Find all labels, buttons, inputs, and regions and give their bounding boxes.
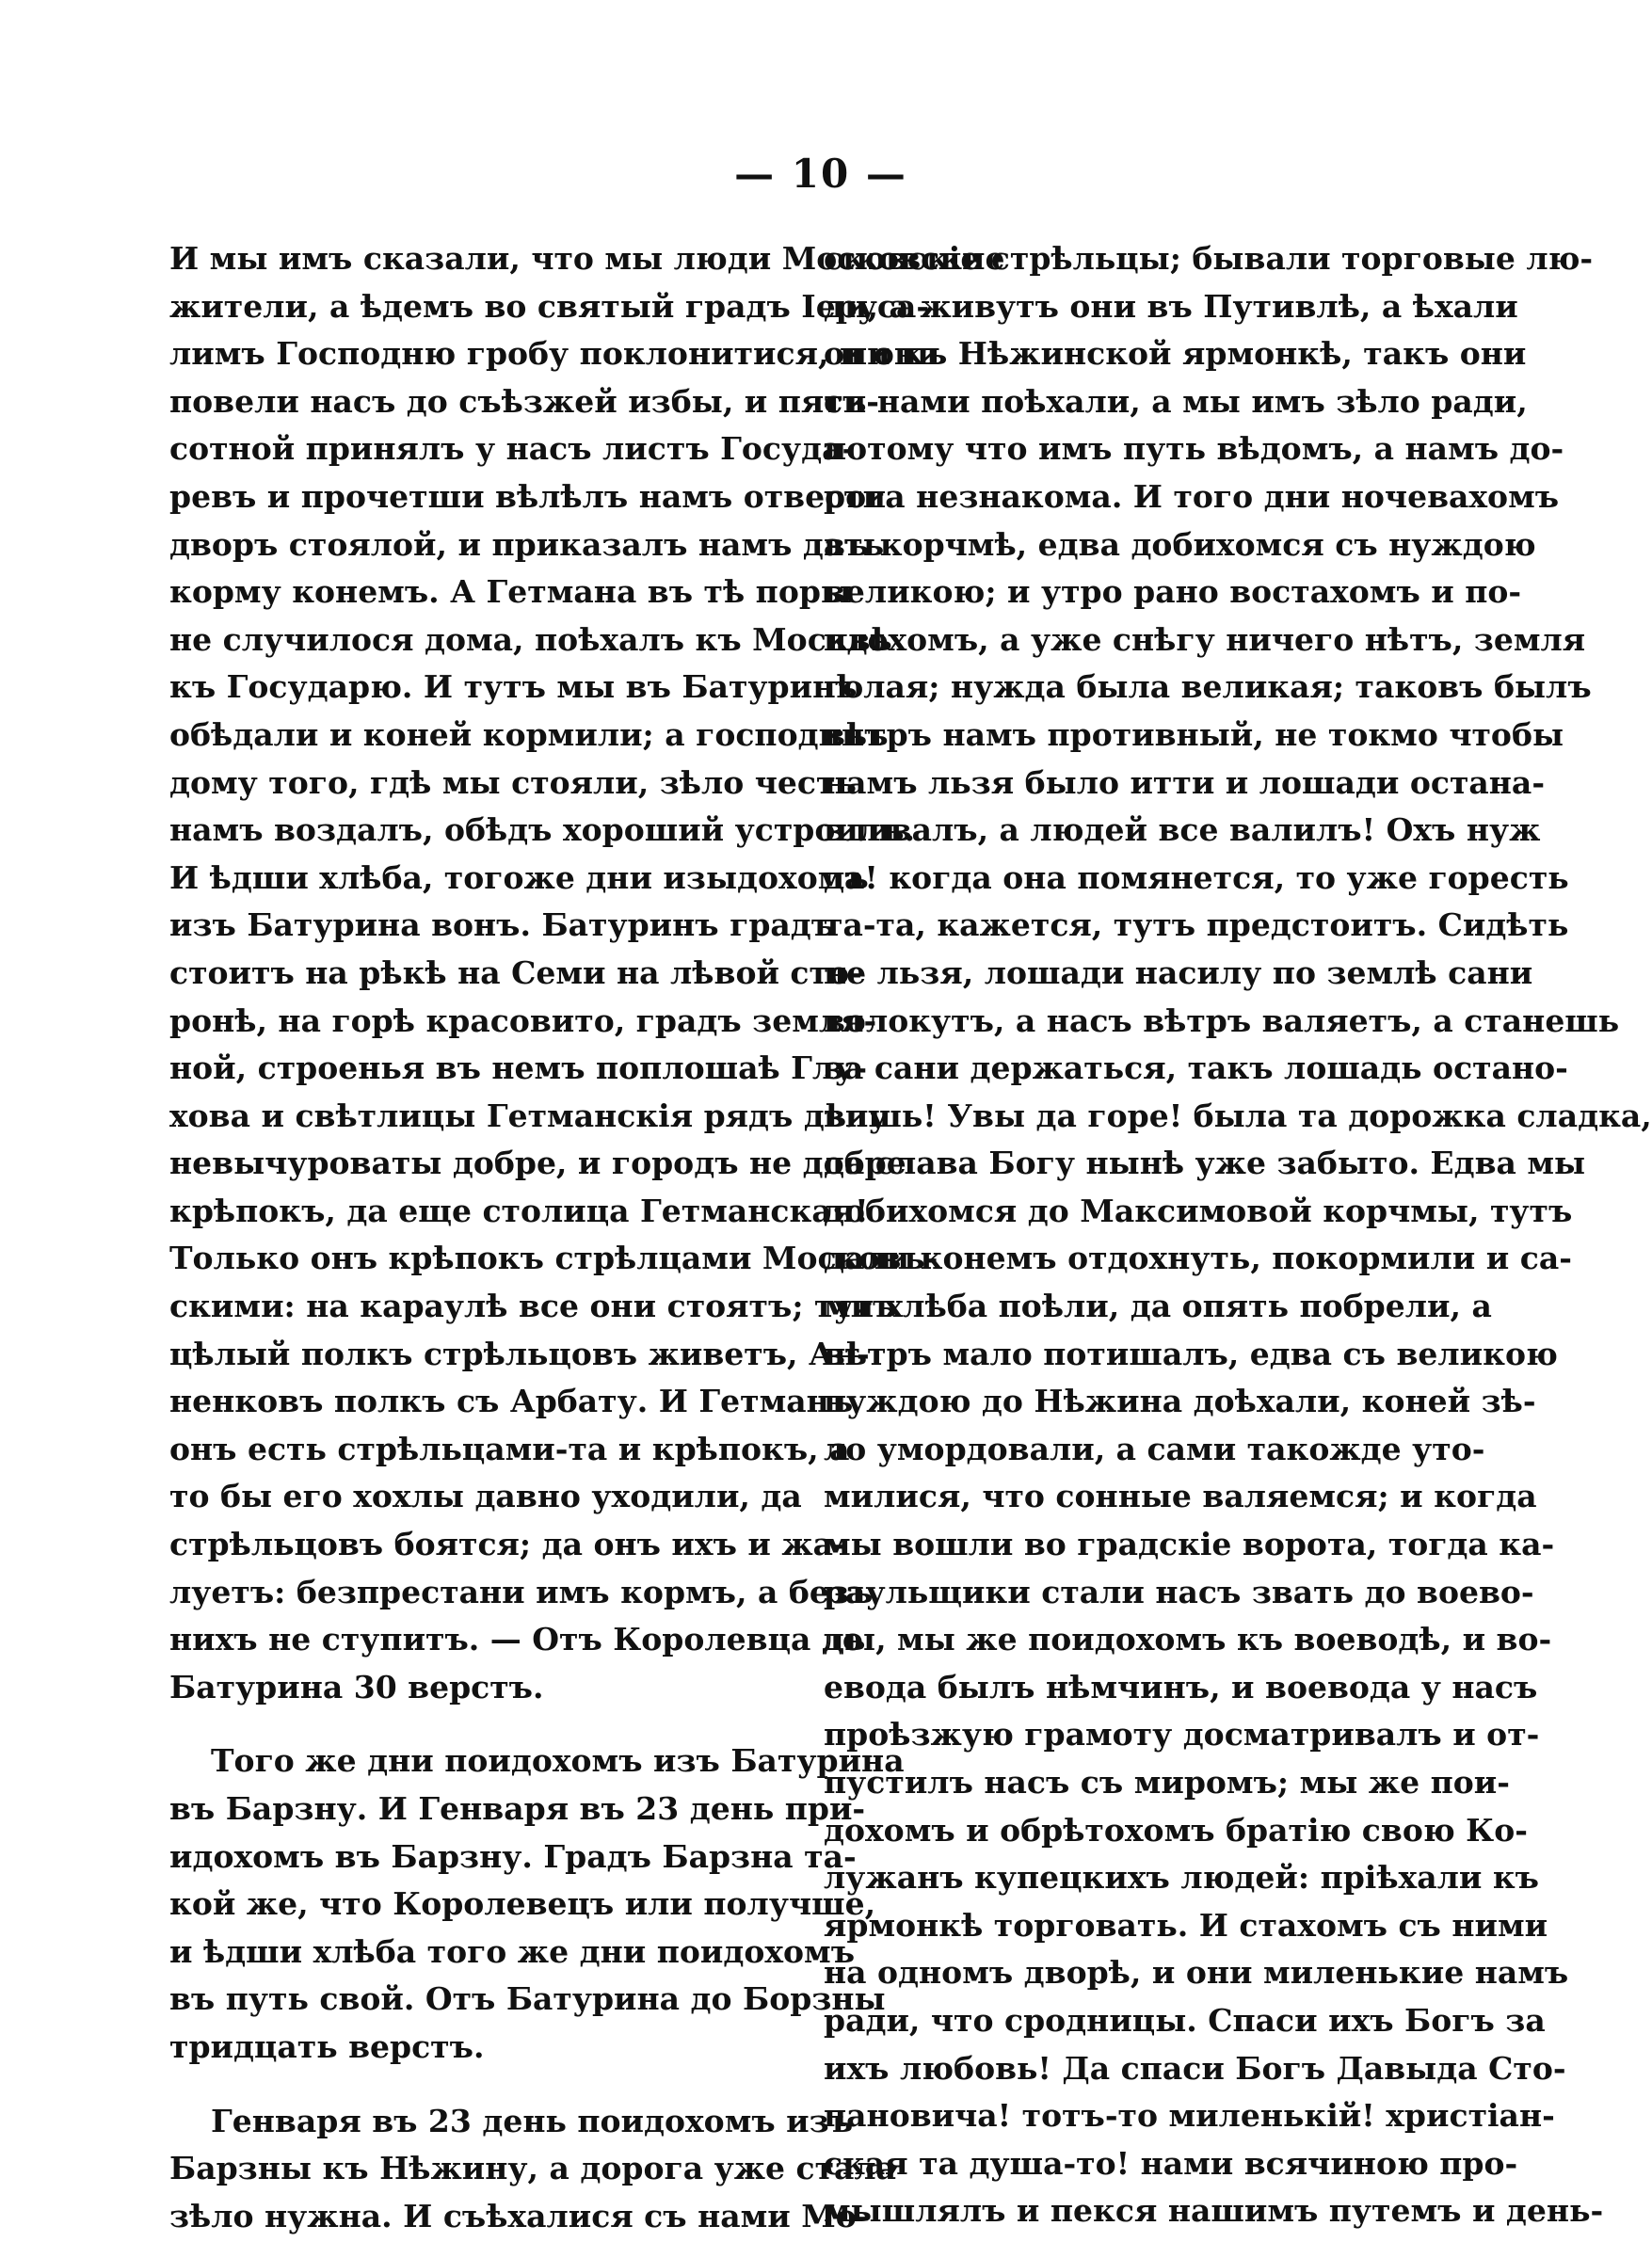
text-line: ярмонкѣ торговать. И стахомъ съ ними — [824, 1906, 1548, 1944]
page-number: — 10 — — [734, 151, 907, 197]
text-line: ди, а живутъ они въ Путивлѣ, а ѣхали — [824, 287, 1518, 325]
text-line: тридцать верстъ. — [169, 2027, 485, 2065]
text-line: и ѣдши хлѣба того же дни поидохомъ — [169, 1932, 856, 1970]
text-line: онъ есть стрѣльцами-та и крѣпокъ, а — [169, 1430, 850, 1467]
text-line: великою; и утро рано востахомъ и по- — [824, 573, 1522, 611]
text-line: да слава Богу нынѣ уже забыто. Едва мы — [824, 1145, 1586, 1182]
text-line: мышлялъ и пекся нашимъ путемъ и день- — [824, 2192, 1604, 2230]
text-line: пановича! тотъ-то миленькій! христіан- — [824, 2097, 1555, 2135]
text-line: хова и свѣтлицы Гетманскія рядъ дѣлу — [169, 1097, 889, 1134]
text-line: стоитъ на рѣкѣ на Семи на лѣвой сто- — [169, 953, 862, 991]
text-line: евода былъ нѣмчинъ, и воевода у насъ — [824, 1668, 1538, 1706]
text-line: невычуроваты добре, и городъ не добре — [169, 1145, 906, 1182]
text-line: вѣтръ мало потишалъ, едва съ великою — [824, 1335, 1558, 1372]
text-line: сотной принялъ у насъ листъ Госуда- — [169, 430, 856, 468]
text-line: намъ льзя было итти и лошади остана- — [824, 763, 1546, 801]
left-column — [169, 235, 1005, 2240]
text-line: мы вошли во градскіе ворота, тогда ка- — [824, 1526, 1555, 1563]
text-line: въ путь свой. Отъ Батурина до Борзны — [169, 1980, 886, 2018]
paragraph-gap — [169, 1711, 781, 1738]
text-line: проѣзжую грамоту досматривалъ и от- — [824, 1716, 1540, 1754]
text-line: Того же дни поидохомъ изъ Батурина — [211, 1742, 905, 1780]
text-line: идохомъ въ Барзну. Градъ Барзна та- — [169, 1837, 857, 1875]
text-line: дали конемъ отдохнуть, покормили и са- — [824, 1240, 1572, 1277]
text-line: идохомъ, а уже снѣгу ничего нѣтъ, земля — [824, 620, 1586, 658]
text-line: нуждою до Нѣжина доѣхали, коней зѣ- — [824, 1383, 1536, 1420]
text-line: рога незнакома. И того дни ночевахомъ — [824, 477, 1560, 515]
text-line: ихъ любовь! Да спаси Богъ Давыда Сто- — [824, 2049, 1566, 2087]
text-line: нихъ не ступитъ. — Отъ Королевца до — [169, 1621, 863, 1658]
text-line: да! когда она помянется, то уже горесть — [824, 858, 1569, 896]
text-line: то бы его хохлы давно уходили, да — [169, 1478, 802, 1515]
paragraph-1 — [169, 235, 1005, 1711]
text-line: ной, строенья въ немъ поплошаѣ Глу- — [169, 1049, 868, 1087]
text-line: не случилося дома, поѣхалъ къ Москвѣ — [169, 620, 892, 658]
text-line: ми хлѣба поѣли, да опять побрели, а — [824, 1288, 1492, 1325]
text-line: раульщики стали насъ звать до воево- — [824, 1573, 1534, 1610]
text-line: Только онъ крѣпокъ стрѣлцами Московъ- — [169, 1240, 938, 1277]
text-line: ронѣ, на горѣ красовито, градъ земля- — [169, 1001, 877, 1039]
text-line: добихомся до Максимовой корчмы, тутъ — [824, 1192, 1573, 1229]
text-line: цѣлый полкъ стрѣльцовъ живетъ, Ан- — [169, 1335, 870, 1372]
paragraph-3 — [169, 2098, 897, 2241]
text-line: съ нами поѣхали, а мы имъ зѣло ради, — [824, 382, 1528, 420]
text-line: повели насъ до съѣзжей избы, и пяти- — [169, 382, 879, 420]
text-line: милися, что сонные валяемся; и когда — [824, 1478, 1537, 1515]
text-line: вливалъ, а людей все валилъ! Охъ нуж — [824, 811, 1541, 849]
text-line: дохомъ и обрѣтохомъ братію свою Ко- — [824, 1811, 1528, 1849]
text-line: за сани держаться, такъ лошадь остано- — [824, 1049, 1568, 1087]
text-line: Батурина 30 верстъ. — [169, 1668, 544, 1706]
text-line: Генваря въ 23 день поидохомъ изъ — [211, 2102, 854, 2139]
text-line: сковскіе стрѣльцы; бывали торговые лю- — [824, 240, 1594, 277]
text-line: ненковъ полкъ съ Арбату. И Гетманъ — [169, 1383, 854, 1420]
text-line: они къ Нѣжинской ярмонкѣ, такъ они — [824, 335, 1527, 373]
text-line: Барзны къ Нѣжину, а дорога уже стала — [169, 2150, 897, 2187]
text-line: пустилъ насъ съ миромъ; мы же пои- — [824, 1764, 1510, 1801]
text-line: голая; нужда была великая; таковъ былъ — [824, 668, 1592, 706]
text-line: обѣдали и коней кормили; а господинъ — [169, 715, 889, 753]
text-line: лимъ Господню гробу поклонитися, и они — [169, 335, 940, 373]
text-line: волокутъ, а насъ вѣтръ валяетъ, а станешь — [824, 1001, 1620, 1039]
text-line: не льзя, лошади насилу по землѣ сани — [824, 953, 1533, 991]
text-line: на одномъ дворѣ, и они миленькие намъ — [824, 1954, 1569, 1992]
text-line: ская та душа-то! нами всячиною про- — [824, 2144, 1518, 2182]
text-line: въ корчмѣ, едва добихомся съ нуждою — [824, 525, 1536, 563]
text-line: къ Государю. И тутъ мы въ Батуринѣ — [169, 668, 858, 706]
text-line: намъ воздалъ, обѣдъ хороший устроилъ. — [169, 811, 915, 849]
paragraph-continuation — [824, 235, 1652, 2235]
text-line: дому того, гдѣ мы стояли, зѣло честь — [169, 763, 857, 801]
text-line: вѣтръ намъ противный, не токмо чтобы — [824, 715, 1564, 753]
text-line: крѣпокъ, да еще столица Гетманская! — [169, 1192, 869, 1229]
text-line: лужанъ купецкихъ людей: пріѣхали къ — [824, 1859, 1539, 1897]
text-line: вишь! Увы да горе! была та дорожка сладка, — [824, 1097, 1652, 1134]
text-line: дворъ стоялой, и приказалъ намъ дать — [169, 525, 885, 563]
text-line: корму конемъ. А Гетмана въ тѣ поры — [169, 573, 853, 611]
text-line: луетъ: безпрестани имъ кормъ, а безъ — [169, 1573, 874, 1610]
text-line: жители, а ѣдемъ во святый градъ Іеруса- — [169, 287, 930, 325]
text-line: И ѣдши хлѣба, тогоже дни изыдохомъ — [169, 858, 869, 896]
right-column — [824, 235, 1652, 2235]
text-line: кой же, что Королевецъ или получше, — [169, 1885, 876, 1923]
text-line: стрѣльцовъ боятся; да онъ ихъ и жа- — [169, 1526, 846, 1563]
text-line: ло умордовали, а сами такожде уто- — [824, 1430, 1485, 1467]
paragraph-2 — [169, 1738, 905, 2071]
text-line: скими: на караулѣ все они стоятъ; тутъ — [169, 1288, 897, 1325]
text-line: зѣло нужна. И съѣхалися съ нами Мо- — [169, 2197, 870, 2234]
text-line: потому что имъ путь вѣдомъ, а намъ до- — [824, 430, 1564, 468]
text-line: ради, что сродницы. Спаси ихъ Богъ за — [824, 2001, 1546, 2039]
text-line: И мы имъ сказали, что мы люди Московские — [169, 240, 1005, 277]
text-line: ды, мы же поидохомъ къ воеводѣ, и во- — [824, 1621, 1552, 1658]
text-line: изъ Батурина вонъ. Батуринъ градъ — [169, 906, 836, 944]
text-line: въ Барзну. И Генваря въ 23 день при- — [169, 1790, 866, 1827]
text-line: ревъ и прочетши вѣлѣлъ намъ отвести — [169, 477, 887, 515]
paragraph-gap — [169, 2072, 781, 2098]
text-line: та-та, кажется, тутъ предстоитъ. Сидѣть — [824, 906, 1569, 944]
